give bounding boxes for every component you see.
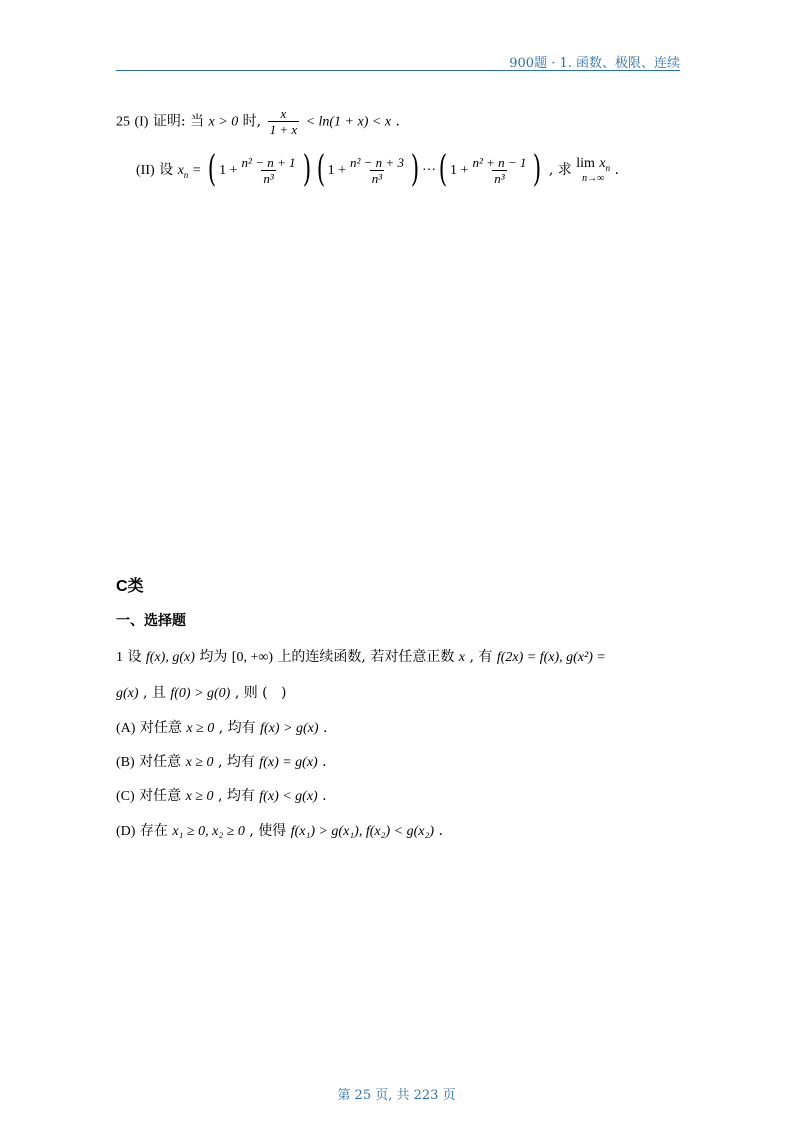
part2-end: . — [614, 162, 620, 178]
option-condition: x ≥ 0 — [186, 721, 215, 736]
option-text: , 均有 — [217, 754, 255, 770]
fraction-3: $\frac{\text{n² + n − 1}}{\text{n³}}$ — [472, 154, 527, 186]
one-plus-1: 1 + — [219, 163, 238, 178]
option-end: . — [322, 720, 328, 736]
option-end: . — [438, 823, 443, 839]
question-1-stem-line2 — [116, 682, 286, 702]
equals-sign: = — [192, 163, 201, 178]
functions: f(x), g(x) — [145, 650, 195, 665]
page-footer: 第 25 页, 共 223 页 — [337, 1088, 456, 1103]
option-condition: x₁ ≥ 0, x₂ ≥ 0 — [172, 824, 245, 839]
option-text: 存在 — [139, 823, 168, 839]
part1-text-b: 时, — [242, 113, 262, 130]
option-label: (C) — [116, 789, 135, 804]
paren-open: ( — [316, 149, 325, 190]
stem-text: , 则 ( — [234, 685, 268, 701]
option-end: . — [322, 788, 327, 804]
problem-25-part1 — [116, 106, 400, 137]
option-relation: f(x₁) > g(x₁), f(x₂) < g(x₂) — [290, 824, 434, 839]
part2-text-b: , 求 — [548, 162, 572, 178]
question-number: 1 — [116, 650, 123, 665]
option-label: (B) — [116, 755, 135, 770]
option-text: , 使得 — [249, 823, 287, 839]
option-text: 对任意 — [139, 720, 182, 736]
option-relation: f(x) = g(x) — [259, 755, 318, 770]
part1-end: . — [395, 113, 400, 130]
option-text: , 均有 — [217, 788, 255, 804]
fraction-x-over-1-plus-x — [268, 106, 300, 137]
part2-text: 设 — [159, 162, 174, 178]
paren-open: ( — [207, 149, 217, 190]
part2-label: (II) — [136, 163, 155, 178]
option-text: 对任意 — [139, 788, 182, 804]
option-text: , 均有 — [218, 720, 256, 736]
section-title: C类 — [116, 578, 144, 595]
option-label: (D) — [116, 824, 136, 839]
problem-number: 25 — [116, 114, 130, 130]
part1-text: 证明: 当 — [152, 113, 205, 130]
interval: [0, +∞) — [231, 650, 273, 665]
question-1-stem-line1 — [116, 646, 606, 666]
condition-2: g(x) — [116, 686, 139, 701]
header-rule — [116, 70, 680, 71]
option-relation: f(x) > g(x) — [260, 721, 319, 736]
option-d[interactable] — [116, 820, 443, 840]
variable: x — [458, 650, 466, 665]
condition-3: f(0) > g(0) — [170, 686, 231, 701]
stem-text: 均为 — [199, 649, 228, 665]
fraction-1: $\frac{\text{n² − n + 1}}{\text{n³}}$ — [241, 154, 296, 186]
option-end: . — [322, 754, 327, 770]
option-condition: x ≥ 0 — [185, 789, 214, 804]
problem-25-part2 — [136, 149, 620, 190]
part1-condition: x > 0 — [208, 114, 239, 130]
option-c[interactable] — [116, 785, 327, 805]
option-b[interactable] — [116, 751, 327, 771]
stem-text: , 且 — [143, 685, 166, 701]
inequality-rest: < ln(1 + x) < x — [305, 114, 392, 130]
paren-open: ( — [438, 149, 448, 190]
stem-text: 上的连续函数, 若对任意正数 — [277, 649, 455, 665]
option-condition: x ≥ 0 — [185, 755, 214, 770]
one-plus-2: 1 + — [327, 163, 346, 178]
limit-expression: $\lim x_n$ n→∞ — [576, 155, 611, 185]
one-plus-3: 1 + — [450, 163, 469, 178]
page-header: 900题 · 1. 函数、极限、连续 — [509, 56, 680, 71]
stem-text: 设 — [127, 649, 142, 665]
answer-bracket-close: ) — [280, 685, 287, 701]
part1-label: (I) — [134, 114, 149, 130]
paren-close: ) — [302, 149, 311, 190]
xn-symbol: $x_n$ — [177, 163, 189, 180]
option-text: 对任意 — [139, 754, 182, 770]
option-relation: f(x) < g(x) — [259, 789, 318, 804]
option-a[interactable] — [116, 717, 327, 737]
cdots: ··· — [422, 163, 436, 178]
section-subtitle: 一、选择题 — [116, 613, 186, 629]
paren-close: ) — [533, 149, 542, 190]
fraction-denominator: 1 + x — [269, 122, 298, 137]
condition-1: f(2x) = f(x), g(x²) = — [496, 650, 606, 665]
stem-text: , 有 — [469, 649, 493, 665]
fraction-numerator: x — [280, 106, 287, 121]
paren-close: ) — [410, 149, 420, 190]
fraction-2: $\frac{\text{n² − n + 3}}{\text{n³}}$ — [350, 154, 404, 186]
option-label: (A) — [116, 721, 136, 736]
